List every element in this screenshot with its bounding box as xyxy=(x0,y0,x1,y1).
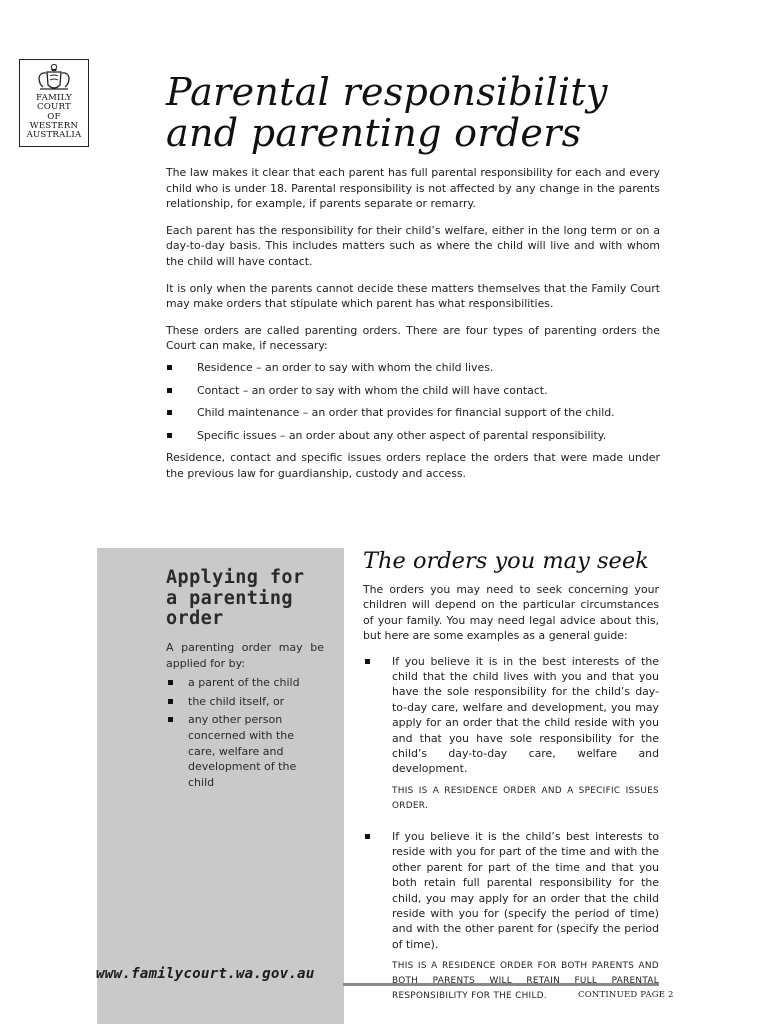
square-bullet-icon xyxy=(168,717,173,722)
sidebar-lead: A parenting order may be applied for by: xyxy=(166,641,324,670)
list-item: Child maintenance – an order that provides for financial support of the child. xyxy=(166,405,660,421)
square-bullet-icon xyxy=(365,834,370,839)
orders-section xyxy=(363,582,659,1019)
orders-heading: The orders you may seek xyxy=(363,548,649,574)
square-bullet-icon xyxy=(167,410,172,415)
coat-of-arms-icon xyxy=(35,63,73,93)
logo-line: WESTERN xyxy=(29,120,79,131)
list-item: the child itself, or xyxy=(166,694,324,710)
title-line-1: Parental responsibility xyxy=(166,70,608,114)
logo-line: COURT xyxy=(37,102,71,113)
list-item: Specific issues – an order about any other aspect of parental responsibility. xyxy=(166,428,660,444)
list-item xyxy=(363,829,659,1004)
sidebar-heading: Applying for a parenting order xyxy=(166,567,305,629)
applicants-list xyxy=(166,675,324,790)
page-title xyxy=(166,72,608,154)
intro-paragraph-3: It is only when the parents cannot decide these matters themselves that the Family Court may make orders that stipulate which parent has what responsibilities. xyxy=(166,281,660,311)
website-link[interactable]: www.familycourt.wa.gov.au xyxy=(96,966,315,982)
list-item: a parent of the child xyxy=(166,675,324,691)
square-bullet-icon xyxy=(168,699,173,704)
logo-line: FAMILY xyxy=(36,93,72,103)
square-bullet-icon xyxy=(167,388,172,393)
intro-paragraph-2: Each parent has the responsibility for their child’s welfare, either in the long term or on a day-to-day basis. This includes matters such as where the child will live and with whom the child will have contact. xyxy=(166,223,660,268)
list-item: Residence – an order to say with whom the child lives. xyxy=(166,360,660,376)
logo-line: OF xyxy=(47,111,61,122)
list-item: Contact – an order to say with whom the child will have contact. xyxy=(166,383,660,399)
list-item xyxy=(363,654,659,814)
order-example-note: THIS IS A RESIDENCE ORDER AND A SPECIFIC ISSUES ORDER. xyxy=(392,785,659,811)
continued-note: CONTINUED PAGE 2 xyxy=(578,990,674,1000)
square-bullet-icon xyxy=(167,433,172,438)
title-line-2: and parenting orders xyxy=(166,111,582,155)
intro-paragraph-1: The law makes it clear that each parent has full parental responsibility for each and every child who is under 18. Parental responsibility is not affected by any change in the parents relationship, for example, if parents separate or remarry. xyxy=(166,166,660,211)
order-types-list xyxy=(166,360,660,443)
intro-section xyxy=(166,165,660,493)
square-bullet-icon xyxy=(168,680,173,685)
intro-paragraph-5: Residence, contact and specific issues orders replace the orders that were made under the previous law for guardianship, custody and access. xyxy=(166,451,660,480)
square-bullet-icon xyxy=(365,659,370,664)
court-logo xyxy=(19,59,89,147)
square-bullet-icon xyxy=(167,365,172,370)
order-example-text: If you believe it is in the best interests of the child that the child lives with you and that you have the sole responsibility for the child’s day-to-day care, welfare and development, you may apply for an order that the child reside with you and that you have sole responsibility for the child’s day-to-day care, welfare and development. xyxy=(392,654,659,776)
orders-lead: The orders you may need to seek concerning your children will depend on the particular circumstances of your family. You may need legal advice about this, but here are some examples as a general guide: xyxy=(363,583,659,643)
intro-paragraph-4: These orders are called parenting orders. There are four types of parenting orders the Court can make, if necessary: xyxy=(166,323,660,353)
order-example-text: If you believe it is the child’s best interests to reside with you for part of the time and with the other parent for part of the time and that you both retain full parental responsibility for the child, you may apply for an order that the child reside with you for (specify the period of time) and with the other parent for (specify the period of time). xyxy=(392,829,659,951)
list-item: any other person concerned with the care, welfare and development of the child xyxy=(166,712,324,790)
order-example-note: THIS IS A RESIDENCE ORDER FOR BOTH PARENTS AND BOTH PARENTS WILL RETAIN FULL PARENTAL RESPONSIBILITY FOR THE CHILD. xyxy=(392,961,659,1002)
logo-line: AUSTRALIA xyxy=(26,130,82,141)
orders-list xyxy=(363,654,659,1005)
sidebar-body xyxy=(166,640,324,793)
